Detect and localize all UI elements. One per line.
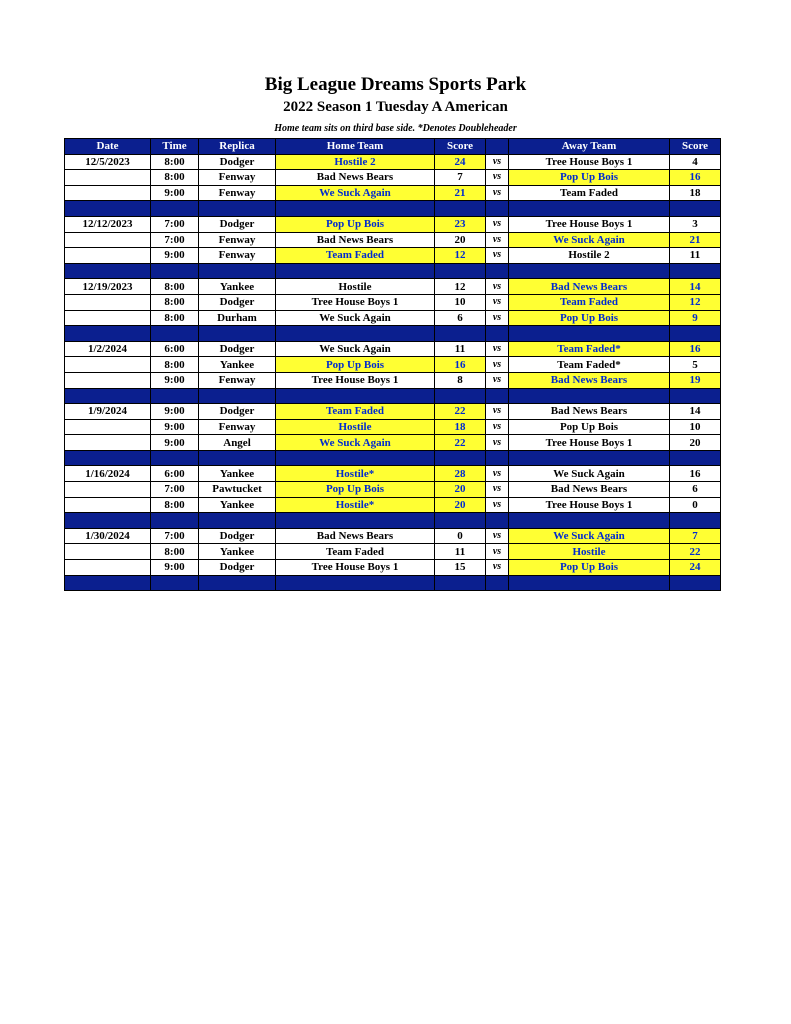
separator-cell	[486, 201, 509, 217]
away-score: 24	[670, 560, 721, 576]
vs-label: vs	[486, 544, 509, 560]
page-subtitle: 2022 Season 1 Tuesday A American	[283, 99, 508, 115]
home-team: Pop Up Bois	[276, 482, 435, 498]
game-row	[65, 419, 721, 435]
separator-cell	[65, 513, 151, 529]
away-team: We Suck Again	[509, 466, 670, 482]
game-time: 9:00	[151, 560, 199, 576]
vs-label: vs	[486, 341, 509, 357]
game-date-empty	[65, 170, 151, 186]
vs-label: vs	[486, 466, 509, 482]
away-team: We Suck Again	[509, 528, 670, 544]
separator-cell	[65, 450, 151, 466]
away-score: 16	[670, 466, 721, 482]
schedule-body	[65, 154, 721, 591]
separator-cell	[151, 388, 199, 404]
separator-cell	[435, 450, 486, 466]
vs-label: vs	[486, 216, 509, 232]
game-date: 12/5/2023	[65, 154, 151, 170]
game-date-empty	[65, 560, 151, 576]
separator-cell	[276, 326, 435, 342]
home-team: Tree House Boys 1	[276, 372, 435, 388]
separator-cell	[486, 388, 509, 404]
game-time: 7:00	[151, 482, 199, 498]
home-score: 22	[435, 435, 486, 451]
home-team: We Suck Again	[276, 435, 435, 451]
game-row	[65, 248, 721, 264]
away-team: Pop Up Bois	[509, 419, 670, 435]
home-score: 24	[435, 154, 486, 170]
game-field: Durham	[199, 310, 276, 326]
game-row	[65, 154, 721, 170]
game-time: 6:00	[151, 341, 199, 357]
col-header-date: Date	[65, 139, 151, 155]
col-header-away-team: Away Team	[509, 139, 670, 155]
home-team: Pop Up Bois	[276, 216, 435, 232]
separator-cell	[65, 575, 151, 591]
away-score: 14	[670, 279, 721, 295]
header-row	[65, 139, 721, 155]
game-row	[65, 544, 721, 560]
home-score: 11	[435, 341, 486, 357]
home-score: 12	[435, 248, 486, 264]
home-score: 20	[435, 232, 486, 248]
separator-cell	[276, 388, 435, 404]
home-score: 20	[435, 497, 486, 513]
game-time: 7:00	[151, 216, 199, 232]
separator-cell	[670, 326, 721, 342]
col-header-home-team: Home Team	[276, 139, 435, 155]
away-score: 21	[670, 232, 721, 248]
home-score: 18	[435, 419, 486, 435]
game-field: Dodger	[199, 216, 276, 232]
game-date-empty	[65, 294, 151, 310]
separator-cell	[486, 326, 509, 342]
vs-label: vs	[486, 528, 509, 544]
game-time: 8:00	[151, 154, 199, 170]
game-field: Dodger	[199, 560, 276, 576]
separator-cell	[276, 513, 435, 529]
away-score: 3	[670, 216, 721, 232]
separator-cell	[486, 450, 509, 466]
col-header-replica: Replica	[199, 139, 276, 155]
away-team: Team Faded	[509, 294, 670, 310]
separator-cell	[199, 450, 276, 466]
game-time: 8:00	[151, 170, 199, 186]
game-date: 1/30/2024	[65, 528, 151, 544]
game-time: 7:00	[151, 528, 199, 544]
separator-cell	[509, 575, 670, 591]
game-time: 8:00	[151, 310, 199, 326]
game-time: 9:00	[151, 185, 199, 201]
home-team: Hostile*	[276, 497, 435, 513]
game-field: Pawtucket	[199, 482, 276, 498]
game-row	[65, 560, 721, 576]
vs-label: vs	[486, 154, 509, 170]
separator-cell	[670, 263, 721, 279]
game-time: 7:00	[151, 232, 199, 248]
home-team: Bad News Bears	[276, 232, 435, 248]
game-time: 8:00	[151, 294, 199, 310]
away-team: Pop Up Bois	[509, 560, 670, 576]
col-header-home-score: Score	[435, 139, 486, 155]
away-team: Tree House Boys 1	[509, 216, 670, 232]
separator-cell	[486, 263, 509, 279]
away-team: Hostile	[509, 544, 670, 560]
home-team: Tree House Boys 1	[276, 294, 435, 310]
game-field: Dodger	[199, 294, 276, 310]
separator-cell	[435, 513, 486, 529]
game-date-empty	[65, 185, 151, 201]
col-header-away-score: Score	[670, 139, 721, 155]
game-row	[65, 341, 721, 357]
home-score: 20	[435, 482, 486, 498]
page-title: Big League Dreams Sports Park	[264, 74, 527, 95]
away-team: Hostile 2	[509, 248, 670, 264]
game-field: Yankee	[199, 544, 276, 560]
away-score: 11	[670, 248, 721, 264]
separator-cell	[670, 450, 721, 466]
game-date-empty	[65, 357, 151, 373]
away-team: Bad News Bears	[509, 372, 670, 388]
away-team: Team Faded	[509, 185, 670, 201]
home-score: 28	[435, 466, 486, 482]
home-score: 22	[435, 404, 486, 420]
separator-cell	[435, 388, 486, 404]
separator-cell	[509, 388, 670, 404]
home-team: We Suck Again	[276, 185, 435, 201]
home-score: 10	[435, 294, 486, 310]
away-team: Team Faded*	[509, 357, 670, 373]
separator-cell	[199, 513, 276, 529]
week-separator	[65, 263, 721, 279]
game-time: 9:00	[151, 419, 199, 435]
away-score: 22	[670, 544, 721, 560]
separator-cell	[151, 513, 199, 529]
away-team: Tree House Boys 1	[509, 497, 670, 513]
away-score: 20	[670, 435, 721, 451]
game-field: Fenway	[199, 372, 276, 388]
game-field: Fenway	[199, 248, 276, 264]
game-row	[65, 466, 721, 482]
game-field: Dodger	[199, 528, 276, 544]
home-team: We Suck Again	[276, 310, 435, 326]
game-time: 9:00	[151, 404, 199, 420]
separator-cell	[276, 263, 435, 279]
game-field: Dodger	[199, 154, 276, 170]
game-time: 8:00	[151, 497, 199, 513]
away-team: Bad News Bears	[509, 279, 670, 295]
game-field: Yankee	[199, 466, 276, 482]
game-date-empty	[65, 248, 151, 264]
home-team: Tree House Boys 1	[276, 560, 435, 576]
away-score: 4	[670, 154, 721, 170]
game-field: Dodger	[199, 341, 276, 357]
vs-label: vs	[486, 185, 509, 201]
home-score: 7	[435, 170, 486, 186]
home-score: 12	[435, 279, 486, 295]
game-row	[65, 185, 721, 201]
game-date: 1/2/2024	[65, 341, 151, 357]
away-score: 0	[670, 497, 721, 513]
separator-cell	[435, 263, 486, 279]
game-field: Fenway	[199, 185, 276, 201]
game-field: Yankee	[199, 497, 276, 513]
home-score: 21	[435, 185, 486, 201]
home-team: We Suck Again	[276, 341, 435, 357]
game-field: Fenway	[199, 419, 276, 435]
game-row	[65, 528, 721, 544]
separator-cell	[276, 201, 435, 217]
home-team: Pop Up Bois	[276, 357, 435, 373]
away-team: Pop Up Bois	[509, 170, 670, 186]
separator-cell	[435, 575, 486, 591]
game-time: 9:00	[151, 248, 199, 264]
away-team: Tree House Boys 1	[509, 154, 670, 170]
separator-cell	[509, 263, 670, 279]
game-date-empty	[65, 372, 151, 388]
vs-label: vs	[486, 419, 509, 435]
separator-cell	[65, 388, 151, 404]
home-score: 11	[435, 544, 486, 560]
vs-label: vs	[486, 560, 509, 576]
separator-cell	[670, 575, 721, 591]
separator-cell	[65, 326, 151, 342]
away-score: 5	[670, 357, 721, 373]
home-team: Bad News Bears	[276, 528, 435, 544]
game-row	[65, 372, 721, 388]
separator-cell	[151, 575, 199, 591]
vs-label: vs	[486, 232, 509, 248]
game-date-empty	[65, 544, 151, 560]
away-team: Pop Up Bois	[509, 310, 670, 326]
home-team: Bad News Bears	[276, 170, 435, 186]
away-score: 16	[670, 170, 721, 186]
home-team: Hostile 2	[276, 154, 435, 170]
game-field: Fenway	[199, 232, 276, 248]
game-row	[65, 482, 721, 498]
page-note: Home team sits on third base side. *Denotes Doubleheader	[274, 123, 517, 134]
week-separator	[65, 201, 721, 217]
separator-cell	[486, 575, 509, 591]
game-row	[65, 232, 721, 248]
home-score: 0	[435, 528, 486, 544]
home-score: 6	[435, 310, 486, 326]
away-team: Bad News Bears	[509, 404, 670, 420]
away-score: 7	[670, 528, 721, 544]
game-field: Fenway	[199, 170, 276, 186]
week-separator	[65, 388, 721, 404]
vs-label: vs	[486, 248, 509, 264]
game-row	[65, 497, 721, 513]
separator-cell	[199, 263, 276, 279]
game-date-empty	[65, 232, 151, 248]
week-separator	[65, 450, 721, 466]
away-score: 9	[670, 310, 721, 326]
game-date: 1/16/2024	[65, 466, 151, 482]
separator-cell	[670, 388, 721, 404]
vs-label: vs	[486, 435, 509, 451]
game-time: 6:00	[151, 466, 199, 482]
game-row	[65, 404, 721, 420]
week-separator	[65, 326, 721, 342]
separator-cell	[199, 326, 276, 342]
home-score: 16	[435, 357, 486, 373]
separator-cell	[199, 388, 276, 404]
separator-cell	[486, 513, 509, 529]
home-score: 8	[435, 372, 486, 388]
game-date-empty	[65, 497, 151, 513]
home-team: Team Faded	[276, 248, 435, 264]
game-field: Yankee	[199, 357, 276, 373]
vs-label: vs	[486, 404, 509, 420]
separator-cell	[151, 326, 199, 342]
away-team: Team Faded*	[509, 341, 670, 357]
separator-cell	[435, 326, 486, 342]
separator-cell	[151, 263, 199, 279]
home-score: 23	[435, 216, 486, 232]
game-row	[65, 310, 721, 326]
home-team: Team Faded	[276, 544, 435, 560]
away-score: 6	[670, 482, 721, 498]
game-time: 8:00	[151, 279, 199, 295]
away-score: 14	[670, 404, 721, 420]
vs-label: vs	[486, 279, 509, 295]
away-score: 10	[670, 419, 721, 435]
game-time: 8:00	[151, 544, 199, 560]
vs-label: vs	[486, 294, 509, 310]
game-date: 1/9/2024	[65, 404, 151, 420]
game-row	[65, 435, 721, 451]
away-score: 12	[670, 294, 721, 310]
separator-cell	[670, 513, 721, 529]
away-score: 18	[670, 185, 721, 201]
game-row	[65, 294, 721, 310]
vs-label: vs	[486, 497, 509, 513]
col-header-time: Time	[151, 139, 199, 155]
home-team: Hostile*	[276, 466, 435, 482]
away-score: 16	[670, 341, 721, 357]
week-separator	[65, 575, 721, 591]
game-field: Yankee	[199, 279, 276, 295]
vs-label: vs	[486, 482, 509, 498]
col-header-vs	[486, 139, 509, 155]
home-team: Hostile	[276, 419, 435, 435]
separator-cell	[435, 201, 486, 217]
separator-cell	[670, 201, 721, 217]
separator-cell	[509, 326, 670, 342]
game-row	[65, 279, 721, 295]
separator-cell	[276, 575, 435, 591]
game-row	[65, 357, 721, 373]
week-separator	[65, 513, 721, 529]
away-team: Bad News Bears	[509, 482, 670, 498]
separator-cell	[199, 575, 276, 591]
separator-cell	[151, 201, 199, 217]
game-date-empty	[65, 435, 151, 451]
game-date-empty	[65, 482, 151, 498]
game-date-empty	[65, 419, 151, 435]
game-time: 8:00	[151, 357, 199, 373]
separator-cell	[65, 263, 151, 279]
game-row	[65, 216, 721, 232]
home-team: Team Faded	[276, 404, 435, 420]
vs-label: vs	[486, 310, 509, 326]
separator-cell	[509, 201, 670, 217]
away-team: We Suck Again	[509, 232, 670, 248]
game-time: 9:00	[151, 435, 199, 451]
separator-cell	[509, 513, 670, 529]
separator-cell	[65, 201, 151, 217]
game-row	[65, 170, 721, 186]
vs-label: vs	[486, 170, 509, 186]
separator-cell	[509, 450, 670, 466]
home-team: Hostile	[276, 279, 435, 295]
separator-cell	[151, 450, 199, 466]
game-time: 9:00	[151, 372, 199, 388]
home-score: 15	[435, 560, 486, 576]
vs-label: vs	[486, 357, 509, 373]
away-score: 19	[670, 372, 721, 388]
away-team: Tree House Boys 1	[509, 435, 670, 451]
game-field: Angel	[199, 435, 276, 451]
game-date-empty	[65, 310, 151, 326]
vs-label: vs	[486, 372, 509, 388]
game-field: Dodger	[199, 404, 276, 420]
schedule-table	[64, 138, 721, 591]
game-date: 12/12/2023	[65, 216, 151, 232]
separator-cell	[276, 450, 435, 466]
separator-cell	[199, 201, 276, 217]
game-date: 12/19/2023	[65, 279, 151, 295]
